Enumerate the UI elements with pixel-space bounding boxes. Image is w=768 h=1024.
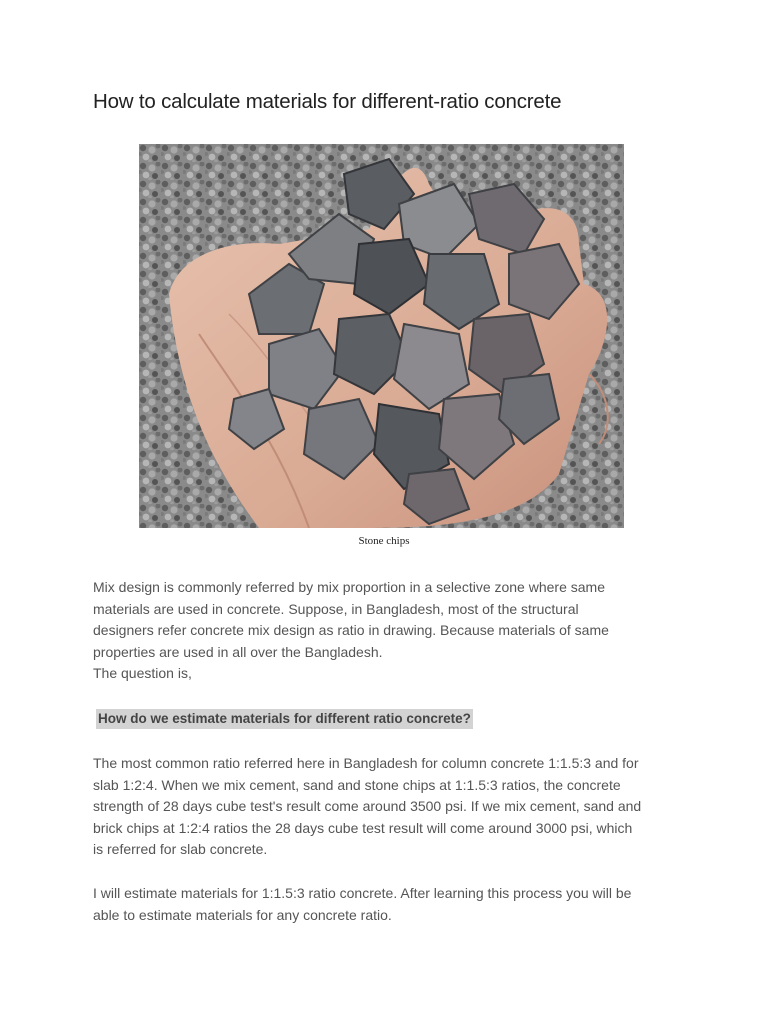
text-line: brick chips at 1:2:4 ratios the 28 days cube test result will come around 3000 psi, which (93, 819, 633, 836)
text-line: strength of 28 days cube test's result come around 3500 psi. If we mix cement, sand and (93, 798, 642, 814)
text-line: designers refer concrete mix design as ratio in drawing. Because materials of same (93, 622, 609, 638)
article-title: How to calculate materials for different-ratio concrete (93, 90, 562, 113)
closing-paragraph (93, 883, 683, 926)
stone-chips-photo (139, 144, 624, 528)
text-line: I will estimate materials for 1:1.5:3 ratio concrete. After learning this process you will be (93, 885, 632, 901)
ratio-paragraph (93, 753, 683, 861)
text-line: The question is, (93, 665, 192, 681)
intro-paragraph (93, 577, 683, 685)
text-line: Mix design is commonly referred by mix proportion in a selective zone where same (93, 579, 605, 595)
question-heading (96, 709, 473, 729)
image-caption: Stone chips (358, 535, 410, 547)
text-line: The most common ratio referred here in Bangladesh for column concrete 1:1.5:3 and for (93, 755, 639, 771)
text-line: is referred for slab concrete. (93, 841, 268, 857)
text-line: slab 1:2:4. When we mix cement, sand and stone chips at 1:1.5:3 ratios, the concrete (93, 776, 621, 793)
text-line: able to estimate materials for any concrete ratio. (93, 906, 392, 923)
text-line: properties are used in all over the Bangladesh. (93, 643, 383, 660)
text-line: materials are used in concrete. Suppose, in Bangladesh, most of the structural (93, 600, 579, 617)
highlighted-question: How do we estimate materials for different ratio concrete? (96, 709, 473, 729)
